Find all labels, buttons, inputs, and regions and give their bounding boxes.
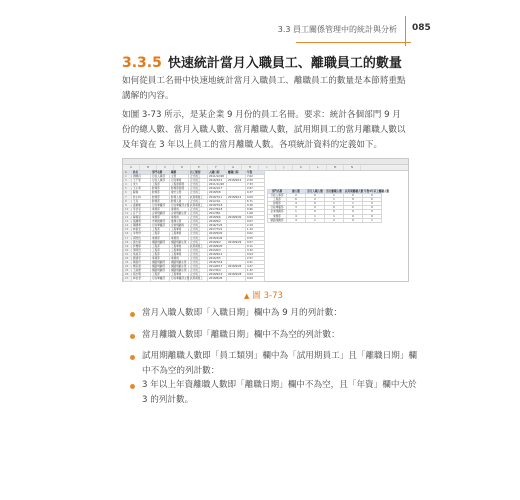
table-cell: 2018/9/26: [227, 265, 246, 269]
table-cell: 王千里: [132, 179, 151, 183]
table-cell: 行政人事部: [151, 175, 170, 179]
column-letter: N: [344, 165, 361, 170]
table-cell: 6: [287, 198, 306, 202]
page-number: 085: [412, 23, 431, 33]
column-letter: K: [293, 165, 310, 170]
table-row: [124, 277, 265, 281]
table-cell: 工程部經理: [170, 183, 189, 187]
table-cell: 企業規劃員: [170, 224, 189, 228]
table-cell: 17: [124, 236, 132, 240]
table-cell: 12: [124, 216, 132, 220]
table-cell: 1: [344, 202, 363, 206]
table-cell: 王亮: [132, 199, 151, 203]
table-cell: 許雅婷: [132, 244, 151, 248]
table-cell: 李秀珍: [132, 232, 151, 236]
column-letter: I: [259, 165, 276, 170]
table-cell: 工程專員: [170, 252, 189, 256]
table-cell: 2012/1/1: [208, 199, 227, 203]
table-cell: 正式員工: [189, 183, 208, 187]
bullet-text: 試用期離職人數即「員工類別」欄中為「試用期員工」且「離職日期」欄中不為空的列計數：: [142, 351, 418, 376]
table-cell: 年資: [246, 171, 265, 175]
table-cell: 2018/9/2: [208, 240, 227, 244]
table-cell: 2018/9/2: [208, 220, 227, 224]
table-cell: 行政專櫃部: [151, 224, 170, 228]
table-cell: 0: [325, 206, 344, 210]
table-cell: 0.09: [246, 277, 265, 281]
table-cell: 0: [306, 202, 325, 206]
table-cell: 2.19: [246, 224, 265, 228]
table-cell: 9: [124, 203, 132, 207]
table-cell: 正式員工: [189, 240, 208, 244]
table-cell: 18: [124, 240, 132, 244]
table-cell: 職稱: [170, 171, 189, 175]
table-cell: 財務部: [151, 187, 170, 191]
table-cell: 工程專員: [170, 248, 189, 252]
table-cell: 正式員工: [189, 261, 208, 265]
table-cell: 工程專員: [170, 273, 189, 277]
table-cell: 正式員工: [189, 248, 208, 252]
table-cell: 1: [363, 218, 382, 222]
table-cell: 網路規劃主管: [171, 240, 187, 244]
table-cell: 姓名: [132, 171, 151, 175]
table-cell: 陳國華: [132, 224, 151, 228]
table-cell: 試用期離職人數: [345, 190, 364, 193]
table-cell: 0: [306, 206, 325, 210]
table-cell: 陳美玲: [132, 261, 151, 265]
bullet-text: 當月入職人數即「入職日期」欄中為 9 月的列計數：: [142, 308, 342, 318]
column-letter: D: [174, 165, 191, 170]
table-cell: 業務員: [170, 216, 189, 220]
table-cell: 2018/2/26: [208, 236, 227, 240]
table-cell: 試用期員工: [189, 203, 208, 207]
table-cell: 2017/7/21: [208, 228, 227, 232]
table-cell: 蘇偉: [132, 191, 151, 195]
table-cell: 0.07: [246, 220, 265, 224]
table-cell: 蔡明哲: [132, 248, 151, 252]
figure-caption: [244, 289, 283, 301]
table-cell: 正式員工: [189, 220, 208, 224]
table-cell: 市場推廣部: [151, 220, 170, 224]
table-cell: 2: [287, 194, 306, 198]
page-header: [0, 16, 520, 42]
table-cell: 2016/7/23: [208, 224, 227, 228]
table-cell: 2014/6/17: [208, 265, 227, 269]
table-cell: 1: [325, 214, 344, 218]
table-cell: 試用期員工: [189, 195, 208, 199]
bullet-text: 3 年以上年資離職人數即「離職日期」欄中不為空，且「年資」欄中大於 3 的列計數。: [142, 380, 417, 405]
table-cell: 0.37: [246, 191, 265, 195]
table-cell: 0: [363, 210, 382, 214]
table-cell: 業務部: [151, 236, 170, 240]
table-cell: 2018/9/12: [227, 179, 246, 183]
table-cell: 2018/9/15: [208, 273, 227, 277]
table-cell: 0: [306, 194, 325, 198]
table-cell: 企業規劃主管: [171, 211, 187, 215]
table-cell: 正式員工: [189, 252, 208, 256]
bullet-item: [130, 328, 417, 343]
table-cell: 1: [325, 194, 344, 198]
table-cell: 2018/9/20: [208, 232, 227, 236]
table-cell: 1.08: [246, 211, 265, 215]
table-cell: 行政人事部: [268, 194, 287, 198]
table-cell: 正式員工: [189, 179, 208, 183]
table-cell: 張耀明: [132, 220, 151, 224]
triangle-icon: ▲: [244, 292, 250, 300]
column-letter: M: [327, 165, 344, 170]
bullet-icon: [130, 334, 135, 339]
table-cell: 行政專櫃部: [268, 206, 287, 210]
table-cell: 行政專員: [170, 179, 189, 183]
table-cell: 員工類別: [189, 171, 208, 175]
table-cell: 工程專員: [170, 244, 189, 248]
bullet-icon: [130, 355, 135, 360]
table-cell: 0.00: [246, 216, 265, 220]
table-cell: 王淑惠: [132, 269, 151, 273]
table-cell: 楊家豪: [132, 265, 151, 269]
bullet-text: 當月離職人數即「離職日期」欄中不為空的列計數：: [142, 330, 340, 340]
table-cell: 入職日期: [208, 171, 227, 175]
table-cell: 2017/9/18: [208, 207, 227, 211]
table-cell: 0: [344, 194, 363, 198]
header-rule: [296, 42, 411, 43]
table-cell: 5: [124, 187, 132, 191]
table-cell: 0: [344, 198, 363, 202]
table-cell: 2018/9/29: [227, 240, 246, 244]
table-cell: 0.09: [246, 195, 265, 199]
table-cell: 周曉丹: [132, 175, 151, 179]
table-cell: 2017/6/4: [208, 269, 227, 273]
table-cell: 會計主管: [170, 191, 189, 195]
table-cell: 網路規劃部: [151, 261, 170, 265]
table-cell: 0: [344, 214, 363, 218]
table-cell: 0: [325, 210, 344, 214]
table-cell: 7: [124, 195, 132, 199]
table-row: [268, 218, 382, 222]
table-cell: 財務部: [151, 195, 170, 199]
table-cell: 主管: [170, 175, 189, 179]
table-cell: 業務部: [268, 214, 287, 218]
table-cell: 財務部: [151, 199, 170, 203]
table-cell: 0.11: [246, 244, 265, 248]
table-cell: 正式員工: [189, 256, 208, 260]
table-cell: 21: [124, 252, 132, 256]
table-cell: 2016/3/12: [208, 179, 227, 183]
table-cell: 正式員工: [189, 216, 208, 220]
table-cell: 1: [325, 198, 344, 202]
table-cell: 0.02: [246, 232, 265, 236]
table-cell: 0: [344, 206, 363, 210]
table-cell: 工程部: [268, 198, 287, 202]
table-cell: 2018/8/20: [208, 244, 227, 248]
table-cell: 年資3年以上離職人數: [364, 190, 390, 193]
table-cell: 工程部: [151, 273, 170, 277]
table-cell: 部門名稱: [151, 171, 170, 175]
table-cell: 2018/7/18: [208, 203, 227, 207]
table-cell: 財務人員: [170, 195, 189, 199]
table-cell: 2: [325, 218, 344, 222]
table-cell: 0.26: [246, 203, 265, 207]
table-cell: 工程部: [151, 252, 170, 256]
table-cell: 網路規劃部: [151, 269, 170, 273]
table-cell: 14: [124, 224, 132, 228]
table-cell: 行政專櫃部: [151, 277, 170, 281]
table-cell: 2017/8/1: [208, 211, 227, 215]
table-cell: 4: [287, 214, 306, 218]
table-cell: 23: [124, 261, 132, 265]
table-cell: 15: [124, 228, 132, 232]
table-cell: 6: [124, 191, 132, 195]
column-letter: G: [225, 165, 242, 170]
table-cell: 4.27: [246, 265, 265, 269]
table-cell: 2016/1/17: [208, 187, 227, 191]
table-cell: 行政專櫃部: [151, 203, 170, 207]
table-cell: 0: [344, 210, 363, 214]
table-cell: 行政專櫃部主管: [171, 203, 190, 207]
table-cell: 1: [325, 202, 344, 206]
bullet-icon: [130, 312, 135, 317]
table-cell: 7.33: [246, 183, 265, 187]
table-cell: 王小莉: [132, 187, 151, 191]
table-cell: 26: [124, 273, 132, 277]
table-cell: 8: [124, 199, 132, 203]
table-cell: 0.04: [246, 273, 265, 277]
table-cell: 財務部: [268, 202, 287, 206]
table-cell: 16: [124, 232, 132, 236]
column-letter: A: [123, 165, 140, 170]
table-cell: 2: [124, 175, 132, 179]
table-cell: 許小林: [132, 195, 151, 199]
column-letter: F: [208, 165, 225, 170]
table-cell: 工程部: [151, 228, 170, 232]
paragraph-intro: 如何從員工名冊中快速地統計當月入職員工、離職員工的數量是本節將重點講解的內容。: [122, 76, 406, 101]
table-cell: 19: [124, 244, 132, 248]
table-cell: 2.57: [246, 256, 265, 260]
table-cell: 郭欣怡: [132, 236, 151, 240]
chapter-title: 3.3 員工關係管理中的統計與分析: [277, 25, 397, 34]
table-cell: 3: [124, 179, 132, 183]
table-cell: 2018/7/11: [208, 195, 227, 199]
table-cell: 任千芬: [132, 211, 151, 215]
table-cell: 2018/9/28: [227, 273, 246, 277]
table-cell: 業務員: [170, 236, 189, 240]
table-cell: 企業規劃部: [268, 210, 287, 214]
table-cell: 部門名稱: [268, 190, 287, 194]
table-cell: 網路規劃部: [268, 218, 287, 222]
table-cell: 朱大: [132, 183, 151, 187]
column-letter: E: [191, 165, 208, 170]
table-cell: 網路規劃主管: [171, 261, 187, 265]
table-cell: 4: [287, 218, 306, 222]
table-cell: 4: [124, 183, 132, 187]
bullet-item: [130, 349, 417, 379]
table-cell: 財務人員: [170, 199, 189, 203]
table-cell: 業務員: [170, 207, 189, 211]
table-cell: 0.07: [246, 240, 265, 244]
table-cell: 2.50: [246, 179, 265, 183]
table-cell: 2018/8/26: [208, 277, 227, 281]
table-cell: 劉建宏: [132, 256, 151, 260]
table-cell: 盛衡衡: [132, 203, 151, 207]
table-cell: 0: [344, 218, 363, 222]
table-cell: 1: [306, 214, 325, 218]
table-cell: 22: [124, 256, 132, 260]
table-cell: 試用期員工: [189, 244, 208, 248]
table-cell: 工程部: [151, 183, 170, 187]
bullet-item: [130, 306, 417, 321]
column-letter: H: [242, 165, 259, 170]
table-cell: 27: [124, 277, 132, 281]
table-cell: 張志明: [132, 273, 151, 277]
table-cell: 工程部: [151, 232, 170, 236]
table-cell: 0: [363, 194, 382, 198]
table-cell: 24: [124, 265, 132, 269]
header-divider: [405, 16, 406, 46]
table-cell: 2011/12/28: [208, 175, 227, 179]
table-cell: 總人數: [287, 190, 306, 194]
table-cell: 當月離職人數: [326, 190, 342, 193]
section-title: 快速統計當月入職員工、離職員工的數量: [167, 56, 402, 71]
column-letter: B: [140, 165, 157, 170]
table-cell: 3.32: [246, 248, 265, 252]
table-cell: 13: [124, 220, 132, 224]
table-cell: 2015/6/3: [208, 248, 227, 252]
table-cell: 0: [306, 210, 325, 214]
table-cell: 正式員工: [189, 175, 208, 179]
paragraph-requirement: 如圖 3-73 所示，是某企業 9 月份的員工名冊。要求：統計各個部門 9 月份的總人數、當月入職人數、當月離職人數，試用期員工的當月離職人數以及年資在 3 年以上員工的當月離職人數。各項統計資料的定義如下。: [122, 110, 406, 150]
section-heading: [122, 52, 402, 71]
table-cell: 企業規劃部: [151, 211, 170, 215]
table-cell: 行政人事部: [151, 179, 170, 183]
table-cell: 網路規劃主管: [171, 265, 187, 269]
table-cell: 吳淑芬: [132, 252, 151, 256]
table-cell: 財務部: [151, 191, 170, 195]
table-cell: 0: [363, 198, 382, 202]
table-cell: 0: [363, 214, 382, 218]
table-cell: 2018/7/16: [208, 261, 227, 265]
table-cell: 20: [124, 248, 132, 252]
table-cell: 林伯安: [132, 228, 151, 232]
table-cell: 工程專員: [170, 232, 189, 236]
table-cell: 正式員工: [189, 273, 208, 277]
table-cell: 3: [287, 206, 306, 210]
table-cell: 工程專員: [170, 228, 189, 232]
table-cell: 2018/5/8: [208, 191, 227, 195]
table-cell: 正式員工: [189, 232, 208, 236]
table-cell: 2: [306, 198, 325, 202]
table-cell: 當月入職人數: [307, 190, 323, 193]
table-cell: 0.55: [246, 236, 265, 240]
table-cell: 7.62: [246, 175, 265, 179]
table-cell: 2018/9/12: [208, 252, 227, 256]
table-cell: 1: [124, 171, 132, 175]
table-cell: 1: [287, 210, 306, 214]
table-cell: 業務員: [170, 256, 189, 260]
table-cell: 網路規劃主管: [171, 269, 187, 273]
bullet-icon: [130, 384, 135, 389]
table-cell: 1.32: [246, 269, 265, 273]
table-cell: 韓偉亮: [132, 216, 151, 220]
table-cell: 正式員工: [189, 236, 208, 240]
table-cell: 財務部經理: [170, 187, 189, 191]
table-cell: 正式員工: [189, 187, 208, 191]
table-cell: 推廣主管: [170, 220, 189, 224]
table-cell: 工程部: [151, 244, 170, 248]
table-cell: 正式員工: [189, 224, 208, 228]
caption-label: 圖 3-73: [252, 291, 283, 301]
table-cell: 25: [124, 269, 132, 273]
table-cell: 工程部: [151, 248, 170, 252]
table-cell: 林怡君: [132, 277, 151, 281]
table-cell: 網路規劃部: [151, 265, 170, 269]
table-cell: 李洪亮: [132, 207, 151, 211]
table-cell: 正式員工: [189, 211, 208, 215]
table-cell: 業務部: [151, 207, 170, 211]
table-cell: 0: [363, 206, 382, 210]
employee-roster-table: [123, 170, 265, 282]
table-cell: 2018/9/30: [227, 216, 246, 220]
table-cell: 4: [287, 202, 306, 206]
table-cell: 10: [124, 207, 132, 211]
table-cell: 業務部: [151, 256, 170, 260]
table-cell: 行政專櫃部主管: [171, 277, 190, 281]
table-cell: 正式員工: [189, 199, 208, 203]
table-cell: 1.19: [246, 228, 265, 232]
table-cell: 2016/3/5: [208, 256, 227, 260]
table-cell: 黃志偉: [132, 240, 151, 244]
table-cell: 2018/9/12: [227, 195, 246, 199]
column-letter: J: [276, 165, 293, 170]
table-cell: 試用期員工: [189, 277, 208, 281]
table-cell: 網路規劃部: [151, 240, 170, 244]
column-letter: L: [310, 165, 327, 170]
table-cell: 0.04: [246, 252, 265, 256]
table-cell: 2011/11/28: [208, 183, 227, 187]
table-cell: 1: [306, 218, 325, 222]
table-cell: 0.96: [246, 207, 265, 211]
table-cell: 0: [363, 202, 382, 206]
table-cell: 正式員工: [189, 269, 208, 273]
column-letter: C: [157, 165, 174, 170]
spreadsheet-figure: [122, 158, 409, 282]
table-cell: 0.21: [246, 261, 265, 265]
table-cell: 正式員工: [189, 265, 208, 269]
table-cell: [227, 277, 246, 281]
table-cell: 正式員工: [189, 191, 208, 195]
table-cell: 正式員工: [189, 207, 208, 211]
bullet-item: [130, 378, 417, 408]
summary-stats-table: [267, 189, 390, 223]
section-number: 3.3.5: [122, 55, 162, 71]
table-cell: 業務部: [151, 216, 170, 220]
table-cell: 2.67: [246, 187, 265, 191]
table-cell: 6.71: [246, 199, 265, 203]
table-cell: 正式員工: [189, 228, 208, 232]
table-cell: 11: [124, 211, 132, 215]
table-cell: 離職日期: [227, 171, 246, 175]
table-cell: 2018/9/6: [208, 216, 227, 220]
